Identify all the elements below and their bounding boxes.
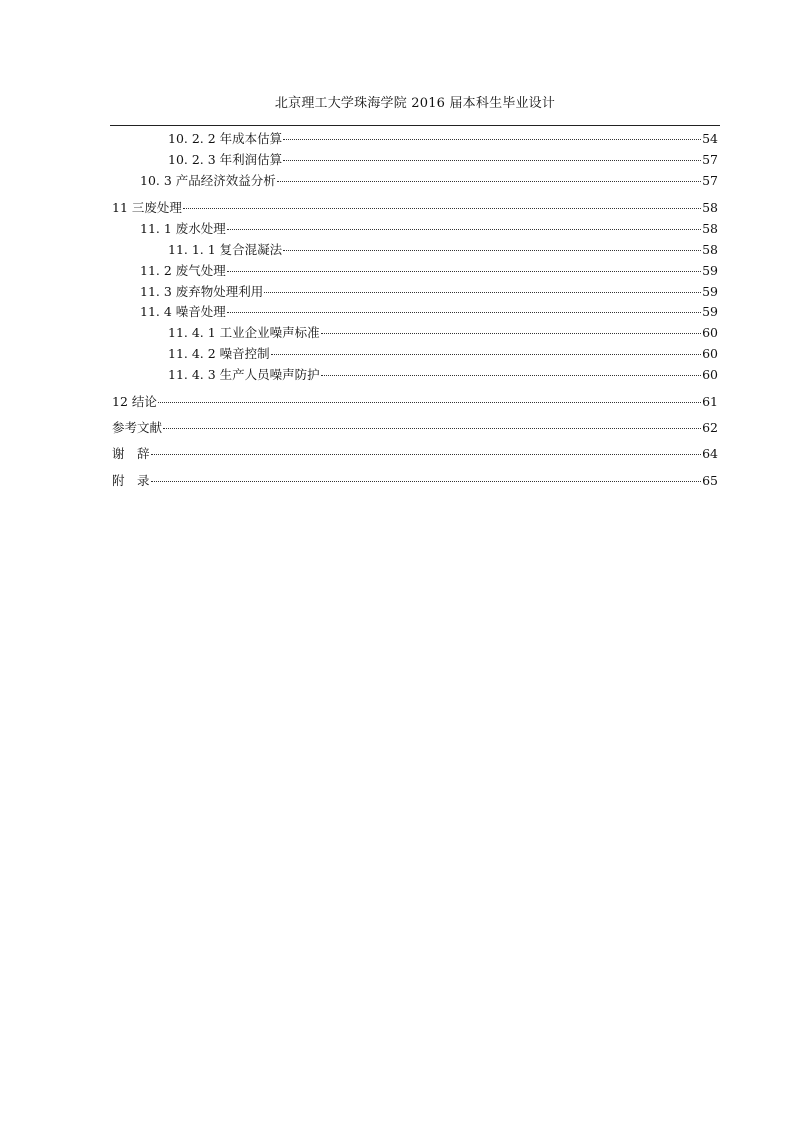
toc-leader-dots: [227, 229, 701, 230]
toc-entry-label: 11. 4 噪音处理: [140, 304, 226, 319]
page-header: 北京理工大学珠海学院 2016 届本科生毕业设计: [274, 96, 556, 111]
toc-entry-page: 58: [702, 200, 718, 215]
toc-entry-11-4-3[interactable]: [168, 367, 718, 383]
toc-entry-label: 11 三废处理: [112, 200, 182, 215]
toc-entry-11-1[interactable]: [140, 221, 718, 237]
toc-entry-acknowledgements[interactable]: [112, 446, 718, 462]
toc-leader-dots: [158, 402, 701, 403]
toc-leader-dots: [183, 208, 701, 209]
toc-entry-appendix[interactable]: [112, 473, 718, 489]
toc-leader-dots: [321, 333, 701, 334]
toc-entry-label: 11. 2 废气处理: [140, 263, 226, 278]
toc-entry-label: 12 结论: [112, 394, 157, 409]
toc-entry-10-2-2[interactable]: [168, 131, 718, 147]
toc-leader-dots: [151, 481, 702, 482]
toc-entry-page: 59: [702, 263, 718, 278]
toc-leader-dots: [283, 250, 701, 251]
toc-entry-page: 58: [702, 221, 718, 236]
toc-entry-page: 57: [702, 152, 718, 167]
toc-entry-11-2[interactable]: [140, 263, 718, 279]
toc-entry-12[interactable]: [112, 394, 718, 410]
toc-entry-11-4-1[interactable]: [168, 325, 718, 341]
toc-entry-page: 64: [702, 446, 718, 461]
toc-leader-dots: [163, 428, 701, 429]
toc-entry-label: 11. 4. 1 工业企业噪声标准: [168, 325, 320, 340]
toc-entry-11-4[interactable]: [140, 304, 718, 320]
toc-leader-dots: [277, 181, 701, 182]
toc-leader-dots: [227, 271, 701, 272]
toc-entry-page: 54: [702, 131, 718, 146]
toc-entry-10-3[interactable]: [140, 173, 718, 189]
toc-entry-label: 10. 2. 2 年成本估算: [168, 131, 283, 146]
toc-leader-dots: [283, 139, 701, 140]
toc-entry-label: 10. 3 产品经济效益分析: [140, 173, 276, 188]
toc-entry-label: 11. 4. 3 生产人员噪声防护: [168, 367, 320, 382]
toc-entry-11-4-2[interactable]: [168, 346, 718, 362]
header-rule: [110, 125, 720, 126]
toc-entry-label: 10. 2. 3 年利润估算: [168, 152, 283, 167]
toc-entry-page: 60: [702, 367, 718, 382]
toc-entry-page: 58: [702, 242, 718, 257]
toc-entry-page: 59: [702, 304, 718, 319]
toc-entry-label: 附 录: [112, 473, 150, 488]
toc-entry-11[interactable]: [112, 200, 718, 216]
toc-entry-page: 61: [702, 394, 718, 409]
toc-entry-label: 谢 辞: [112, 446, 150, 461]
toc-entry-label: 11. 1 废水处理: [140, 221, 226, 236]
toc-leader-dots: [283, 160, 701, 161]
toc-leader-dots: [227, 312, 701, 313]
toc-leader-dots: [264, 292, 701, 293]
toc-entry-label: 11. 4. 2 噪音控制: [168, 346, 270, 361]
toc-entry-label: 11. 1. 1 复合混凝法: [168, 242, 283, 257]
toc-entry-page: 57: [702, 173, 718, 188]
toc-entry-references[interactable]: [112, 420, 718, 436]
toc-entry-label: 11. 3 废弃物处理利用: [140, 284, 264, 299]
toc-leader-dots: [151, 454, 702, 455]
toc-entry-page: 65: [702, 473, 718, 488]
toc-entry-label: 参考文献: [112, 420, 163, 435]
toc-leader-dots: [271, 354, 701, 355]
toc-entry-10-2-3[interactable]: [168, 152, 718, 168]
toc-entry-page: 60: [702, 346, 718, 361]
toc-entry-page: 60: [702, 325, 718, 340]
toc-leader-dots: [321, 375, 701, 376]
toc-entry-11-3[interactable]: [140, 284, 718, 300]
toc-entry-11-1-1[interactable]: [168, 242, 718, 258]
toc-entry-page: 62: [702, 420, 718, 435]
toc-entry-page: 59: [702, 284, 718, 299]
